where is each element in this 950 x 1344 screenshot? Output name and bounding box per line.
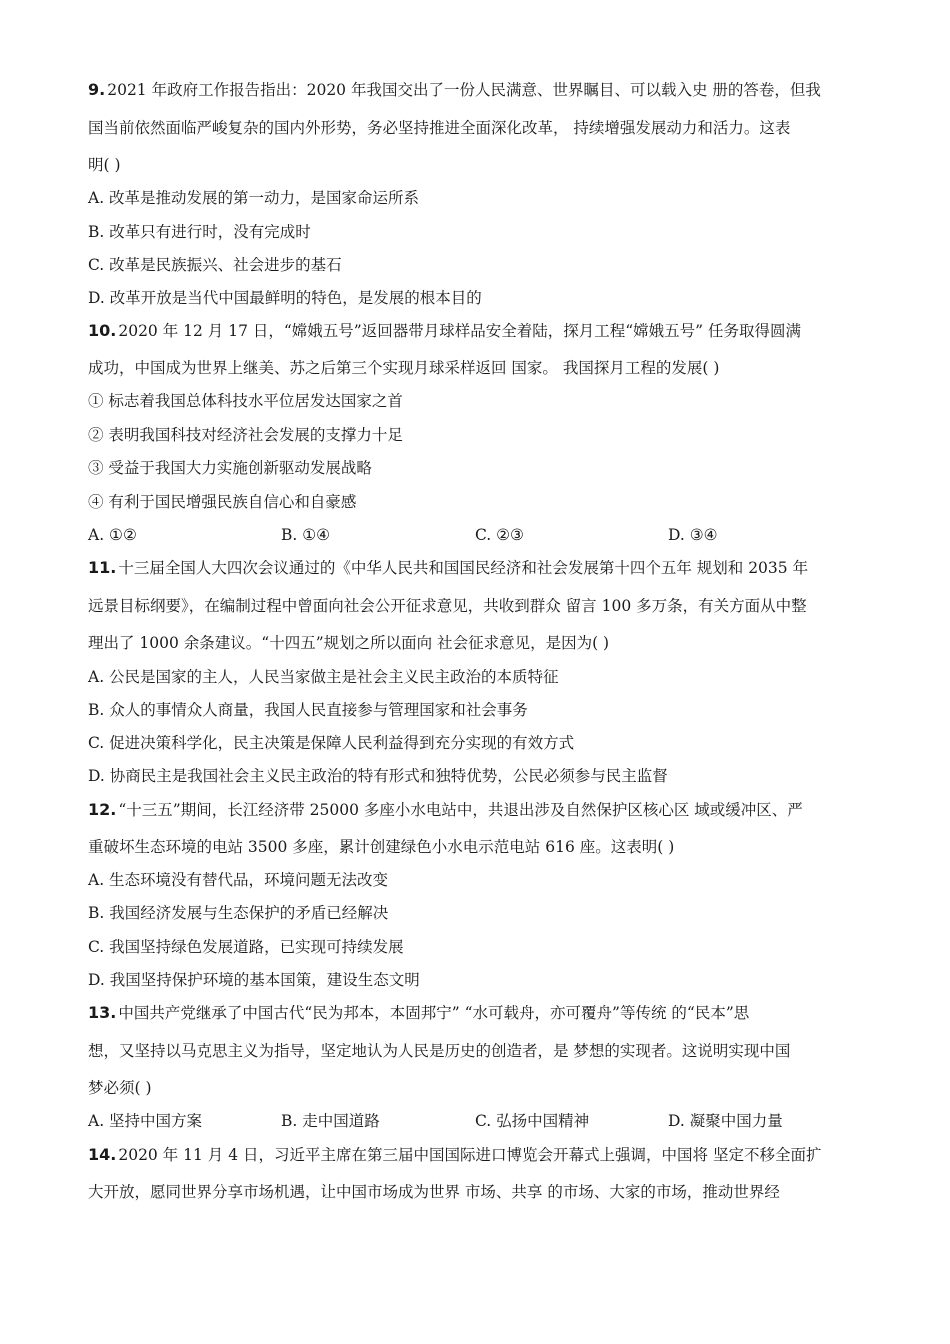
q11-line-3: 理出了 1000 余条建议。“十四五”规划之所以面向 社会征求意见，是因为( ) xyxy=(88,634,610,652)
q13-line-3: 梦必须( ) xyxy=(88,1079,152,1097)
q10-statement-1: ① 标志着我国总体科技水平位居发达国家之首 xyxy=(88,392,403,410)
q10-option-b: B. ①④ xyxy=(281,526,331,544)
q12-option-b: B. 我国经济发展与生态保护的矛盾已经解决 xyxy=(88,904,389,922)
q9-line-3: 明( ) xyxy=(88,156,121,174)
q14-line-1: 14. 2020 年 11 月 4 日，习近平主席在第三届中国国际进口博览会开幕式上强调，中国将 坚定不移全面扩 xyxy=(88,1145,822,1164)
q11-line-2: 远景目标纲要》，在编制过程中曾面向社会公开征求意见，共收到群众 留言 100 多万条，有关方面从中整 xyxy=(88,597,807,615)
q10-statement-2: ② 表明我国科技对经济社会发展的支撑力十足 xyxy=(88,426,403,444)
q12-number: 12. xyxy=(88,800,117,819)
q13-option-a: A. 坚持中国方案 xyxy=(88,1112,203,1130)
q9-line-1: 9. 2021 年政府工作报告指出：2020 年我国交出了一份人民满意、世界瞩目、可以载入史 册的答卷，但我 xyxy=(88,80,821,99)
q13-number: 13. xyxy=(88,1003,117,1022)
q10-statement-4: ④ 有利于国民增强民族自信心和自豪感 xyxy=(88,493,357,511)
q11-number: 11. xyxy=(88,558,117,577)
q10-statement-3: ③ 受益于我国大力实施创新驱动发展战略 xyxy=(88,459,372,477)
q12-line-1: 12. “十三五”期间，长江经济带 25000 多座小水电站中，共退出涉及自然保护区核心区 域或缓冲区、严 xyxy=(88,800,803,819)
q14-number: 14. xyxy=(88,1145,117,1164)
q10-number: 10. xyxy=(88,321,117,340)
q14-line-2: 大开放，愿同世界分享市场机遇，让中国市场成为世界 市场、共享 的市场、大家的市场，推动世界经 xyxy=(88,1183,780,1201)
q13-line-1: 13. 中国共产党继承了中国古代“民为邦本，本固邦宁” “水可载舟，亦可覆舟”等传统 的“民本”思 xyxy=(88,1003,750,1022)
q11-option-a: A. 公民是国家的主人，人民当家做主是社会主义民主政治的本质特征 xyxy=(88,668,559,686)
q10-line-2: 成功，中国成为世界上继美、苏之后第三个实现月球采样返回 国家。 我国探月工程的发展( ) xyxy=(88,359,720,377)
q12-option-c: C. 我国坚持绿色发展道路，已实现可持续发展 xyxy=(88,938,404,956)
q10-line-1: 10. 2020 年 12 月 17 日，“嫦娥五号”返回器带月球样品安全着陆，探月工程“嫦娥五号” 任务取得圆满 xyxy=(88,321,801,340)
q9-option-d: D. 改革开放是当代中国最鲜明的特色，是发展的根本目的 xyxy=(88,289,482,307)
q9-option-b: B. 改革只有进行时，没有完成时 xyxy=(88,223,311,241)
q9-option-a: A. 改革是推动发展的第一动力，是国家命运所系 xyxy=(88,189,420,207)
q11-option-d: D. 协商民主是我国社会主义民主政治的特有形式和独特优势，公民必须参与民主监督 xyxy=(88,767,668,785)
q10-option-a: A. ①② xyxy=(88,526,137,544)
q12-option-a: A. 生态环境没有替代品，环境问题无法改变 xyxy=(88,871,389,889)
q9-line-2: 国当前依然面临严峻复杂的国内外形势，务必坚持推进全面深化改革， 持续增强发展动力和活力。这表 xyxy=(88,119,791,137)
q10-option-c: C. ②③ xyxy=(475,526,524,544)
q11-option-c: C. 促进决策科学化，民主决策是保障人民利益得到充分实现的有效方式 xyxy=(88,734,575,752)
q9-option-c: C. 改革是民族振兴、社会进步的基石 xyxy=(88,256,342,274)
q13-option-d: D. 凝聚中国力量 xyxy=(668,1112,783,1130)
q10-option-d: D. ③④ xyxy=(668,526,718,544)
q11-option-b: B. 众人的事情众人商量，我国人民直接参与管理国家和社会事务 xyxy=(88,701,528,719)
q11-line-1: 11. 十三届全国人大四次会议通过的《中华人民共和国国民经济和社会发展第十四个五年 规划和 2035 年 xyxy=(88,558,809,577)
q12-line-2: 重破坏生态环境的电站 3500 多座，累计创建绿色小水电示范电站 616 座。这表明( ) xyxy=(88,838,675,856)
q12-option-d: D. 我国坚持保护环境的基本国策，建设生态文明 xyxy=(88,971,420,989)
q13-line-2: 想，又坚持以马克思主义为指导，坚定地认为人民是历史的创造者，是 梦想的实现者。这说明实现中国 xyxy=(88,1042,791,1060)
q13-option-b: B. 走中国道路 xyxy=(281,1112,380,1130)
q13-option-c: C. 弘扬中国精神 xyxy=(475,1112,590,1130)
q9-number: 9. xyxy=(88,80,106,99)
